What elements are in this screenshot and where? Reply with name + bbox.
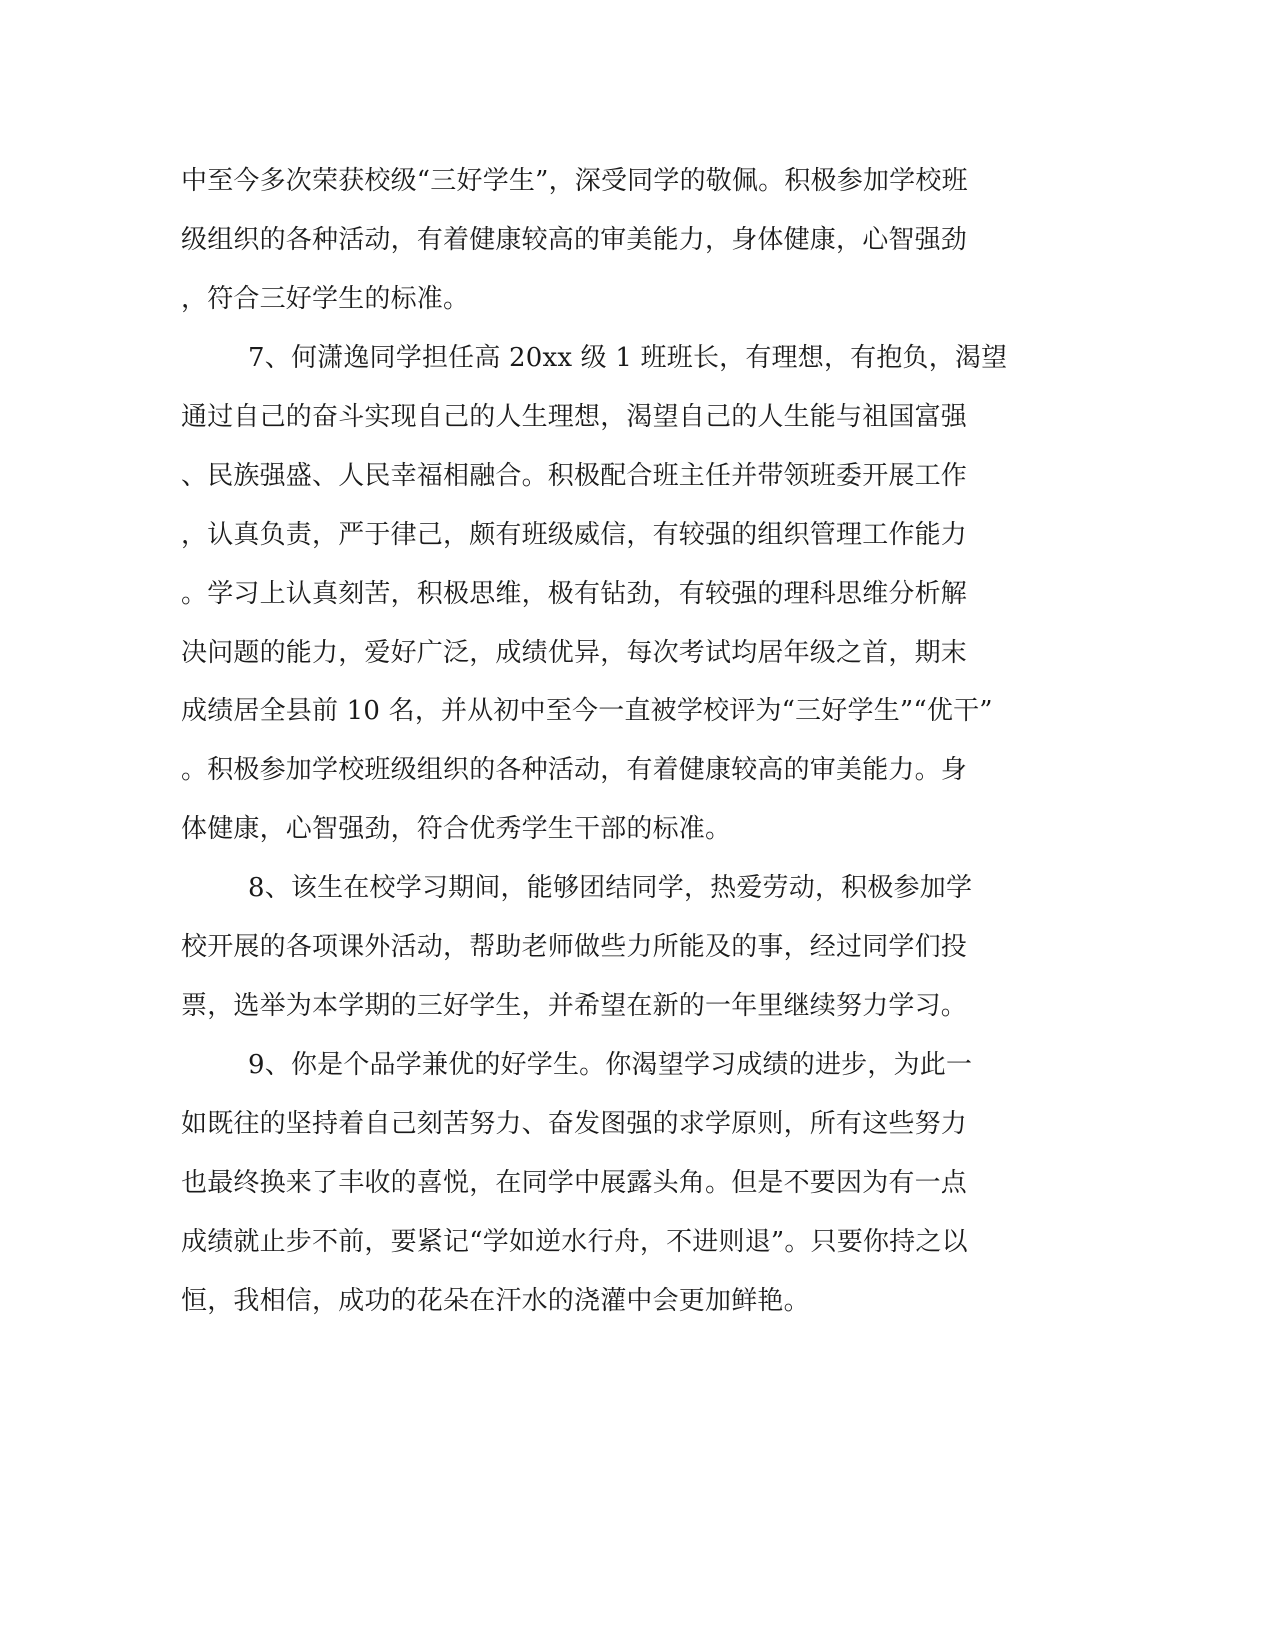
text-line: ，认真负责，严于律己，颇有班级威信，有较强的组织管理工作能力 — [181, 520, 968, 550]
text-line: 决问题的能力，爱好广泛，成绩优异，每次考试均居年级之首，期末 — [181, 638, 968, 668]
text-line: 票，选举为本学期的三好学生，并希望在新的一年里继续努力学习。 — [181, 991, 968, 1021]
paragraph-9-first-line: 9、你是个品学兼优的好学生。你渴望学习成绩的进步，为此一 — [248, 1050, 973, 1080]
text-line: 、民族强盛、人民幸福相融合。积极配合班主任并带领班委开展工作 — [181, 461, 968, 491]
text-line: 中至今多次荣获校级“三好学生”，深受同学的敬佩。积极参加学校班 — [181, 166, 968, 196]
text-line: 校开展的各项课外活动，帮助老师做些力所能及的事，经过同学们投 — [181, 932, 968, 962]
text-line: 恒，我相信，成功的花朵在汗水的浇灌中会更加鲜艳。 — [181, 1286, 810, 1316]
text-line: 也最终换来了丰收的喜悦，在同学中展露头角。但是不要因为有一点 — [181, 1168, 968, 1198]
text-line: 如既往的坚持着自己刻苦努力、奋发图强的求学原则，所有这些努力 — [181, 1109, 968, 1139]
text-line: 级组织的各种活动，有着健康较高的审美能力，身体健康，心智强劲 — [181, 225, 968, 255]
text-line: 通过自己的奋斗实现自己的人生理想，渴望自己的人生能与祖国富强 — [181, 402, 968, 432]
text-line: 。学习上认真刻苦，积极思维，极有钻劲，有较强的理科思维分析解 — [181, 579, 968, 609]
text-line: ，符合三好学生的标准。 — [181, 284, 470, 314]
paragraph-8-first-line: 8、该生在校学习期间，能够团结同学，热爱劳动，积极参加学 — [248, 873, 973, 903]
text-line: 体健康，心智强劲，符合优秀学生干部的标准。 — [181, 814, 732, 844]
text-line: 。积极参加学校班级组织的各种活动，有着健康较高的审美能力。身 — [181, 755, 968, 785]
text-line: 成绩居全县前 10 名，并从初中至今一直被学校评为“三好学生”“优干” — [181, 696, 993, 726]
paragraph-7-first-line: 7、何潇逸同学担任高 20xx 级 1 班班长，有理想，有抱负，渴望 — [248, 343, 1008, 373]
text-line: 成绩就止步不前，要紧记“学如逆水行舟，不进则退”。只要你持之以 — [181, 1227, 968, 1257]
